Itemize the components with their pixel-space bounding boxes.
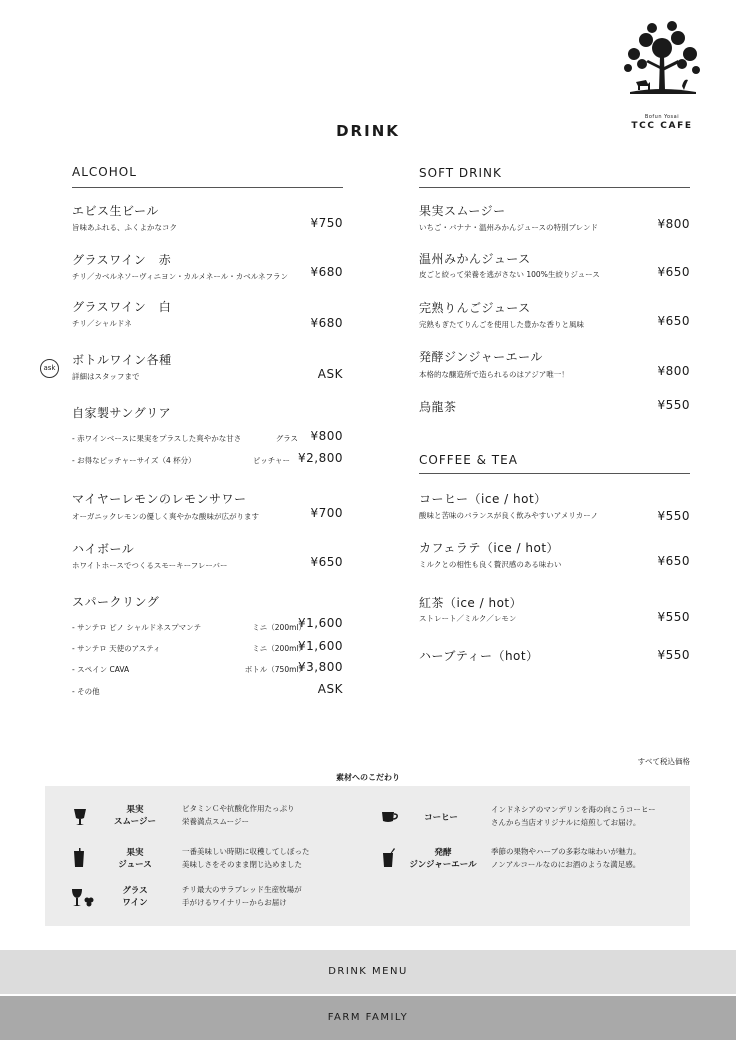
menu-item-price: ¥800	[657, 217, 690, 231]
coffee-cup-icon	[381, 810, 399, 824]
menu-item-desc: 旨味あふれる、ふくよかなコク	[72, 223, 177, 232]
sub-item-text: - お得なピッチャーサイズ（4 杯分）	[72, 456, 196, 465]
ginger-ale-glass-icon	[381, 848, 397, 868]
menu-item-desc: 完熟もぎたてりんごを使用した豊かな香りと風味	[419, 320, 584, 329]
menu-item-desc: いちご・バナナ・温州みかんジュースの特別ブレンド	[419, 223, 598, 232]
menu-item-name: ボトルワイン各種	[72, 353, 172, 367]
commitment-box	[45, 786, 690, 926]
menu-item-name: グラスワイン 白	[72, 300, 172, 314]
menu-item-desc: オーガニックレモンの優しく爽やかな酸味が広がります	[72, 512, 260, 521]
nav-farm-family-label: FARM FAMILY	[327, 1012, 409, 1023]
menu-item-desc: ミルクとの相性も良く贅沢感のある味わい	[419, 560, 562, 569]
menu-item-name: カフェラテ（ice / hot）	[419, 541, 560, 555]
menu-item-price: ¥700	[310, 506, 343, 520]
menu-item-name: 果実スムージー	[419, 204, 506, 218]
sub-item-text: - スペイン CAVA	[72, 665, 130, 674]
section-title-soft-drink: SOFT DRINK	[419, 166, 502, 180]
menu-item-price: ¥550	[657, 509, 690, 523]
commitment-text: チリ最大のサラブレッド生産牧場が 手がけるワイナリーからお届け	[182, 885, 302, 907]
menu-item-price: ¥550	[657, 648, 690, 662]
sub-item-price: ¥3,800	[298, 660, 343, 674]
commitment-label: コーヒー	[424, 813, 458, 823]
menu-item-price: ¥680	[310, 265, 343, 279]
section-divider	[72, 187, 343, 188]
menu-item-name: マイヤーレモンのレモンサワー	[72, 492, 247, 506]
menu-item-price: ¥550	[657, 610, 690, 624]
menu-item-price: ¥650	[310, 555, 343, 569]
sub-item-price: ¥1,600	[298, 616, 343, 630]
menu-item-name: 自家製サングリア	[72, 406, 172, 420]
smoothie-glass-icon	[73, 808, 87, 826]
sub-item-text: - その他	[72, 687, 100, 696]
sub-item-text: - サンテロ 天使のアスティ	[72, 644, 161, 653]
brand-sub: Bofun Yosai	[644, 114, 680, 120]
menu-item-desc: 酸味と苦味のバランスが良く飲みやすいアメリカーノ	[419, 511, 599, 520]
nav-drink-menu[interactable]	[0, 950, 736, 994]
tax-note: すべて税込価格	[637, 757, 690, 766]
commitment-label: グラス ワイン	[122, 886, 148, 908]
sub-item-size: ミニ（200ml）	[252, 623, 306, 632]
commitment-label: 果実 ジュース	[118, 848, 152, 870]
menu-item-name: ハーブティー（hot）	[419, 649, 539, 663]
menu-item-name: コーヒー（ice / hot）	[419, 492, 547, 506]
section-divider	[419, 473, 690, 474]
menu-item-price: ¥750	[310, 216, 343, 230]
menu-item-price: ASK	[317, 367, 343, 381]
sub-item-price: ¥800	[310, 429, 343, 443]
sub-item-text: - サンテロ ピノ シャルドネスプマンテ	[72, 623, 202, 632]
menu-item-price: ¥800	[657, 364, 690, 378]
sub-item-price: ASK	[317, 682, 343, 696]
commitment-text: 季節の果物やハーブの多彩な味わいが魅力。 ノンアルコールなのにお酒のような満足感。	[491, 847, 641, 869]
menu-item-price: ¥550	[657, 398, 690, 412]
commitment-text: 一番美味しい時期に収穫してしぼった 美味しさをそのまま閉じ込めました	[182, 847, 310, 869]
juice-cup-icon	[73, 848, 85, 868]
menu-item-price: ¥650	[657, 314, 690, 328]
menu-item-desc: 詳細はスタッフまで	[72, 372, 140, 381]
menu-item-price: ¥650	[657, 554, 690, 568]
page-title: DRINK	[336, 122, 400, 140]
menu-item-name: 発酵ジンジャーエール	[419, 350, 543, 364]
commitment-text: インドネシアのマンデリンを海の向こうコーヒー さんから当店オリジナルに焙煎してお届け。	[491, 805, 656, 827]
menu-item-price: ¥680	[310, 316, 343, 330]
ask-badge: ask	[40, 359, 59, 378]
commitment-text: ビタミンＣや抗酸化作用たっぷり 栄養満点スムージー	[182, 804, 295, 826]
commitment-label: 発酵 ジンジャーエール	[409, 848, 477, 870]
sub-item-size: ピッチャー	[253, 456, 290, 465]
menu-item-desc: チリ／カベルネソーヴィニヨン・カルメネール・カベルネフラン	[72, 272, 288, 281]
menu-item-desc: チリ／シャルドネ	[72, 319, 132, 328]
menu-item-desc: 皮ごと絞って栄養を逃がさない 100%生絞りジュース	[419, 270, 600, 279]
nav-drink-menu-label: DRINK MENU	[328, 966, 408, 977]
commitment-title: 素材へのこだわり	[336, 773, 400, 782]
menu-item-name: ハイボール	[72, 542, 135, 556]
menu-item-name: グラスワイン 赤	[72, 253, 172, 267]
menu-item-desc: ホワイトホースでつくるスモーキーフレーバー	[72, 561, 228, 570]
menu-item-desc: ストレート／ミルク／レモン	[419, 614, 517, 623]
sub-item-text: - 赤ワインベースに果実をプラスした爽やかな甘さ	[72, 434, 242, 443]
sub-item-size: グラス	[275, 434, 298, 443]
sub-item-size: ボトル（750ml）	[244, 665, 306, 674]
wine-glass-icon	[71, 888, 95, 910]
menu-item-name: スパークリング	[72, 595, 160, 609]
menu-item-name: 温州みかんジュース	[419, 252, 531, 266]
brand-name: TCC CAFE	[631, 121, 693, 131]
menu-item-name: 紅茶（ice / hot）	[419, 596, 523, 610]
nav-farm-family[interactable]	[0, 996, 736, 1040]
section-divider	[419, 187, 690, 188]
sub-item-price: ¥1,600	[298, 639, 343, 653]
section-title-alcohol: ALCOHOL	[72, 165, 137, 179]
menu-item-name: エビス生ビール	[72, 204, 159, 218]
menu-item-desc: 本格的な醸造所で造られるのはアジア唯一！	[419, 370, 569, 379]
menu-item-price: ¥650	[657, 265, 690, 279]
sub-item-size: ミニ（200ml）	[252, 644, 306, 653]
menu-item-name: 完熟りんごジュース	[419, 301, 531, 315]
commitment-label: 果実 スムージー	[114, 805, 156, 827]
menu-item-name: 烏龍茶	[419, 400, 457, 414]
section-title-coffee-tea: COFFEE & TEA	[419, 453, 518, 467]
tree-logo-icon	[616, 20, 708, 112]
sub-item-price: ¥2,800	[298, 451, 343, 465]
